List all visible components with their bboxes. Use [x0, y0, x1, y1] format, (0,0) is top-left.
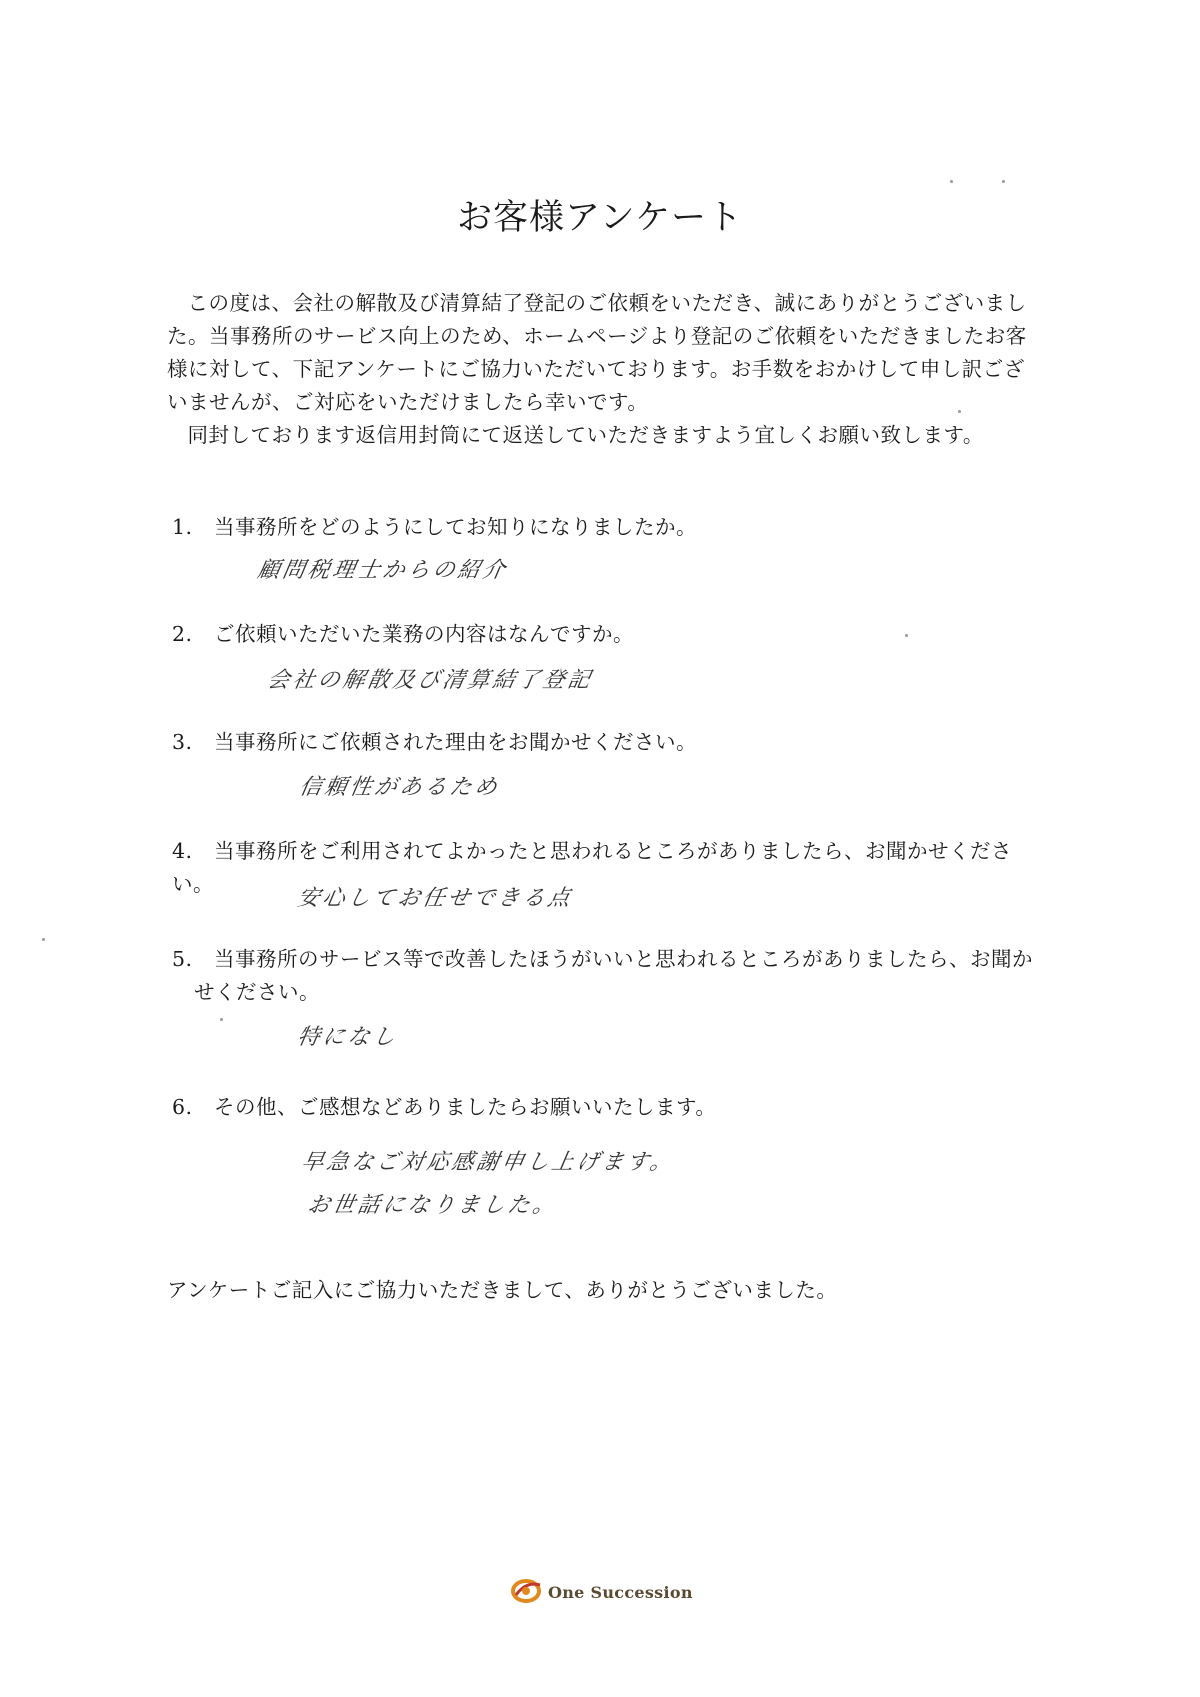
- question-1: [172, 511, 1052, 544]
- logo-text: One Succession: [548, 1582, 693, 1602]
- company-logo: [510, 1575, 693, 1609]
- question-number: 5.: [172, 947, 193, 971]
- question-3: [172, 726, 1052, 759]
- question-5: [172, 943, 1052, 1009]
- scan-speck: [220, 1018, 223, 1021]
- question-text-continued: せください。: [194, 980, 320, 1004]
- one-succession-logo-icon: [510, 1575, 546, 1609]
- answer-6-handwritten-line-2: お世話になりました。: [305, 1193, 560, 1218]
- question-2: [172, 618, 1052, 651]
- answer-1-handwritten: 顧問税理士からの紹介: [255, 558, 510, 583]
- question-text: その他、ご感想などありましたらお願いいたします。: [214, 1095, 717, 1119]
- scan-speck: [905, 634, 908, 637]
- answer-4-handwritten: 安心してお任せできる点: [295, 886, 575, 911]
- question-text: ご依頼いただいた業務の内容はなんですか。: [214, 622, 634, 646]
- scan-speck: [958, 410, 961, 413]
- answer-3-handwritten: 信頼性があるため: [297, 775, 502, 800]
- question-number: 3.: [172, 730, 193, 754]
- answer-5-handwritten: 特になし: [295, 1025, 400, 1050]
- question-6: [172, 1091, 1052, 1124]
- question-number: 1.: [172, 515, 193, 539]
- question-number: 4.: [172, 839, 193, 863]
- answer-2-handwritten: 会社の解散及び清算結了登記: [265, 668, 595, 693]
- scan-speck: [42, 938, 45, 941]
- intro-paragraph-2: 同封しております返信用封筒にて返送していただきますよう宜しくお願い致します。: [187, 423, 984, 447]
- answer-6-handwritten-line-1: 早急なご対応感謝申し上げます。: [299, 1150, 678, 1175]
- intro-paragraph-1: この度は、会社の解散及び清算結了登記のご依頼をいただき、誠にありがとうございました。当事務所のサービス向上のため、ホームページより登記のご依頼をいただきましたお客様に対して、下記アンケートにご協力いただいております。お手数をおかけして申し訳ございませんが、ご対応をいただけましたら幸いです。: [167, 291, 1027, 414]
- question-text: 当事務所をどのようにしてお知りになりましたか。: [214, 515, 697, 539]
- scan-speck: [950, 180, 953, 183]
- question-number: 2.: [172, 622, 193, 646]
- question-text: 当事務所にご依頼された理由をお聞かせください。: [214, 730, 697, 754]
- page-title: お客様アンケート: [457, 198, 743, 238]
- scan-speck: [1002, 180, 1005, 183]
- intro-text: [167, 287, 1037, 452]
- closing-text: アンケートご記入にご協力いただきまして、ありがとうございました。: [167, 1278, 838, 1302]
- question-number: 6.: [172, 1095, 193, 1119]
- question-text: 当事務所のサービス等で改善したほうがいいと思われるところがありましたら、お聞か: [214, 947, 1033, 971]
- question-text: 当事務所をご利用されてよかったと思われるところがありましたら、お聞かせください。: [172, 839, 1012, 896]
